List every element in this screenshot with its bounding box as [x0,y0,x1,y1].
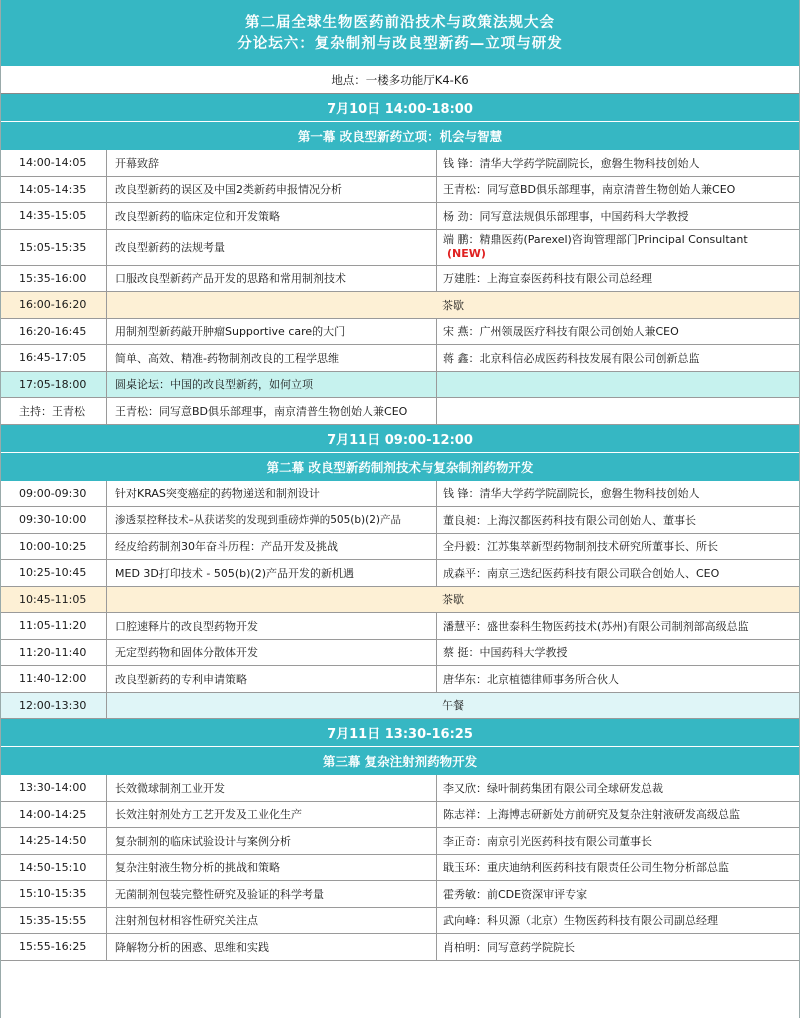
day3-date-header: 7月11日 13:30-16:25 [1,719,799,747]
roundtable-row [1,372,799,399]
session-time: 14:25-14:50 [1,828,107,854]
act2-header: 第二幕 改良型新药制剂技术与复杂制剂药物开发 [1,453,799,481]
roundtable-topic: 圆桌论坛：中国的改良型新药，如何立项 [107,372,437,398]
break-label: 茶歇 [442,298,464,312]
session-time: 17:05-18:00 [1,372,107,398]
table-row [1,481,799,508]
session-speaker: 万建胜：上海宣泰医药科技有限公司总经理 [443,272,652,286]
session-topic: 口腔速释片的改良型药物开发 [107,613,437,639]
session-speaker: 钱 锋：清华大学药学院副院长，愈磐生物科技创始人 [443,156,700,170]
session-topic: 口服改良型新药产品开发的思路和常用制剂技术 [107,266,437,292]
session-speaker-cell [437,230,799,265]
session-time: 14:05-14:35 [1,177,107,203]
location: 地点：一楼多功能厅K4-K6 [1,66,799,94]
lunch-label: 午餐 [442,699,464,713]
table-row [1,266,799,293]
break-row [1,292,799,319]
host-label: 主持：王青松 [1,398,107,424]
session-speaker: 全丹毅：江苏集萃新型药物制剂技术研究所董事长、所长 [443,540,718,554]
session-topic: 改良型新药的误区及中国2类新药申报情况分析 [107,177,437,203]
session-speaker: 王青松：同写意BD俱乐部理事，南京清普生物创始人兼CEO [443,183,736,197]
table-row [1,150,799,177]
table-row [1,640,799,667]
break-row [1,587,799,614]
session-speaker: 李又欣：绿叶制药集团有限公司全球研发总裁 [443,781,663,795]
break-time: 10:45-11:05 [1,587,107,613]
session-time: 11:20-11:40 [1,640,107,666]
session-speaker: 陈志祥：上海博志研新处方前研究及复杂注射液研发高级总监 [443,808,740,822]
session-topic: 无定型药物和固体分散体开发 [107,640,437,666]
table-row [1,507,799,534]
session-topic: 长效注射剂处方工艺开发及工业化生产 [107,802,437,828]
break-label: 茶歇 [442,593,464,607]
session-time: 09:00-09:30 [1,481,107,507]
lunch-row [1,693,799,720]
new-badge: (NEW) [447,247,486,260]
session-speaker: 杨 劲：同写意法规俱乐部理事，中国药科大学教授 [443,209,689,223]
session-speaker: 宋 燕：广州领晟医疗科技有限公司创始人兼CEO [443,325,679,339]
table-row [1,666,799,693]
session-speaker: 成森平：南京三迭纪医药科技有限公司联合创始人、CEO [443,566,720,580]
session-time: 11:05-11:20 [1,613,107,639]
act1-header: 第一幕 改良型新药立项：机会与智慧 [1,122,799,150]
session-topic: 开幕致辞 [107,150,437,176]
table-row [1,177,799,204]
table-row [1,203,799,230]
session-topic: 改良型新药的法规考量 [107,230,437,265]
table-row [1,613,799,640]
session-time: 15:35-16:00 [1,266,107,292]
table-row [1,345,799,372]
session-topic: 改良型新药的临床定位和开发策略 [107,203,437,229]
table-row [1,534,799,561]
session-topic: 复杂制剂的临床试验设计与案例分析 [107,828,437,854]
session-topic: 注射剂包材相容性研究关注点 [107,908,437,934]
session-topic: 简单、高效、精准-药物制剂改良的工程学思维 [107,345,437,371]
table-row [1,775,799,802]
session-time: 15:05-15:35 [1,230,107,265]
session-time: 16:20-16:45 [1,319,107,345]
session-speaker: 武向峰：科贝源（北京）生物医药科技有限公司副总经理 [443,914,718,928]
session-topic: 改良型新药的专利申请策略 [107,666,437,692]
session-time: 10:00-10:25 [1,534,107,560]
session-time: 11:40-12:00 [1,666,107,692]
session-time: 14:00-14:25 [1,802,107,828]
session-speaker: 戢玉环：重庆迪纳利医药科技有限责任公司生物分析部总监 [443,861,729,875]
host-empty [437,398,799,424]
session-speaker: 肖柏明：同写意药学院院长 [443,940,575,954]
session-speaker: 端 鹏：精鼎医药(Parexel)咨询管理部门Principal Consultant [443,233,748,246]
table-row [1,319,799,346]
session-speaker: 董良昶：上海汉都医药科技有限公司创始人、董事长 [443,513,696,527]
session-topic: 经皮给药制剂30年奋斗历程：产品开发及挑战 [107,534,437,560]
session-topic: 针对KRAS突变癌症的药物递送和制剂设计 [107,481,437,507]
day2-date-header: 7月11日 09:00-12:00 [1,425,799,453]
session-time: 15:55-16:25 [1,934,107,960]
day1-date-header: 7月10日 14:00-18:00 [1,94,799,122]
session-speaker: 钱 锋：清华大学药学院副院长，愈磐生物科技创始人 [443,487,700,501]
session-topic: 降解物分析的困惑、思维和实践 [107,934,437,960]
table-row [1,855,799,882]
session-speaker: 唐华东：北京植德律师事务所合伙人 [443,672,619,686]
session-time: 14:00-14:05 [1,150,107,176]
session-topic: MED 3D打印技术 - 505(b)(2)产品开发的新机遇 [107,560,437,586]
session-speaker: 李正奇：南京引光医药科技有限公司董事长 [443,834,652,848]
session-topic: 长效微球制剂工业开发 [107,775,437,801]
session-topic: 复杂注射液生物分析的挑战和策略 [107,855,437,881]
table-row [1,230,799,266]
host-row [1,398,799,425]
table-row [1,934,799,961]
session-time: 10:25-10:45 [1,560,107,586]
host-detail: 王青松：同写意BD俱乐部理事，南京清普生物创始人兼CEO [107,398,437,424]
table-row [1,560,799,587]
session-speaker: 蒋 鑫：北京科信必成医药科技发展有限公司创新总监 [443,351,700,365]
act3-header: 第三幕 复杂注射剂药物开发 [1,747,799,775]
session-topic: 无菌制剂包装完整性研究及验证的科学考量 [107,881,437,907]
table-row [1,802,799,829]
roundtable-speaker [437,372,799,398]
conference-title: 第二届全球生物医药前沿技术与政策法规大会 [245,14,555,31]
session-time: 13:30-14:00 [1,775,107,801]
session-topic: 用制剂型新药敲开肿瘤Supportive care的大门 [107,319,437,345]
session-topic: 渗透泵控释技术–从获诺奖的发现到重磅炸弹的505(b)(2)产品 [107,507,437,533]
session-speaker: 潘慧平：盛世泰科生物医药技术(苏州)有限公司制剂部高级总监 [443,619,749,633]
forum-title: 分论坛六：复杂制剂与改良型新药—立项与研发 [237,35,563,52]
session-time: 09:30-10:00 [1,507,107,533]
lunch-time: 12:00-13:30 [1,693,107,719]
table-row [1,881,799,908]
table-row [1,908,799,935]
session-time: 15:35-15:55 [1,908,107,934]
session-time: 15:10-15:35 [1,881,107,907]
session-speaker: 霍秀敏：前CDE资深审评专家 [443,887,588,901]
session-time: 14:50-15:10 [1,855,107,881]
break-time: 16:00-16:20 [1,292,107,318]
agenda-header [1,0,799,66]
session-time: 16:45-17:05 [1,345,107,371]
session-speaker: 蔡 挺：中国药科大学教授 [443,646,568,660]
session-time: 14:35-15:05 [1,203,107,229]
table-row [1,828,799,855]
